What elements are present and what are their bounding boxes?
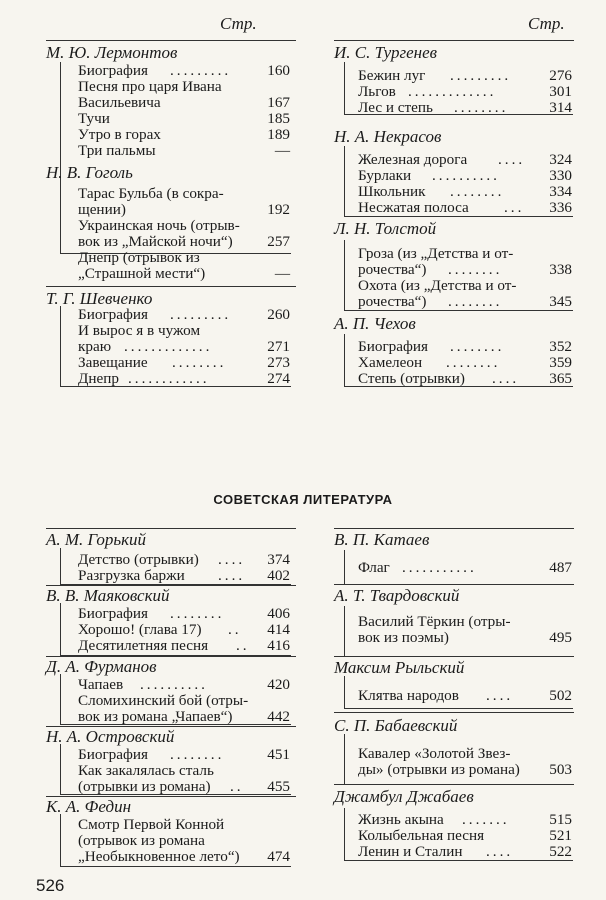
- toc-entry: Песня про царя Ивана: [78, 78, 222, 95]
- toc-entry: Биография ........ 451: [78, 746, 290, 763]
- toc-entry: Завещание ........ 273: [78, 354, 290, 371]
- toc-entry: Школьник ........ 334: [358, 183, 572, 200]
- toc-entry: щении) 192: [78, 201, 290, 218]
- toc-entry: „Страшной мести“) —: [78, 265, 290, 282]
- toc-entry: Украинская ночь (отрыв-: [78, 217, 240, 234]
- toc-entry: Бурлаки .......... 330: [358, 167, 572, 184]
- toc-entry: Флаг ........... 487: [358, 559, 572, 576]
- column-header-right: Стр.: [528, 14, 565, 33]
- toc-entry: Бежин луг ......... 276: [358, 67, 572, 84]
- toc-entry: И вырос я в чужом: [78, 322, 201, 339]
- toc-entry: вок из поэмы) 495: [358, 629, 572, 646]
- toc-entry: вок из романа „Чапаев“) 442: [78, 708, 290, 725]
- section-heading: СОВЕТСКАЯ ЛИТЕРАТУРА: [213, 492, 393, 507]
- author-turgenev: И. С. Тургенев: [334, 40, 574, 63]
- author-rylsky: Максим Рыльский: [334, 658, 465, 677]
- author-tvardovsky: А. Т. Твардовский: [334, 586, 460, 605]
- toc-entry: Смотр Первой Конной: [78, 816, 225, 833]
- toc-entry: Днепр ............ 274: [78, 370, 290, 387]
- toc-entry: рочества“) ........ 338: [358, 261, 572, 278]
- toc-entry: Васильевича 167: [78, 94, 290, 111]
- author-gogol: Н. В. Гоголь: [46, 163, 133, 182]
- author-fedin: К. А. Федин: [46, 797, 131, 816]
- toc-entry: Биография ........ 352: [358, 338, 572, 355]
- divider: [334, 528, 574, 529]
- toc-entry: Тучи 185: [78, 110, 290, 127]
- author-furmanov: Д. А. Фурманов: [46, 657, 157, 676]
- toc-entry: вок из „Майской ночи“) 257: [78, 233, 290, 250]
- toc-entry: рочества“) ........ 345: [358, 293, 572, 310]
- toc-entry: Хорошо! (глава 17) .. 414: [78, 621, 290, 638]
- toc-entry: Несжатая полоса ... 336: [358, 199, 572, 216]
- toc-entry: Гроза (из „Детства и от-: [358, 245, 514, 262]
- toc-entry: Лес и степь ........ 314: [358, 99, 572, 116]
- divider: [46, 528, 296, 529]
- toc-entry: Железная дорога .... 324: [358, 151, 572, 168]
- toc-entry: Разгрузка баржи .... 402: [78, 567, 290, 584]
- toc-entry: Сломихинский бой (отры-: [78, 692, 249, 709]
- author-lermontov: М. Ю. Лермонтов: [46, 40, 296, 63]
- toc-entry: Хамелеон ........ 359: [358, 354, 572, 371]
- toc-entry: Чапаев .......... 420: [78, 676, 290, 693]
- author-ostrovsky: Н. А. Островский: [46, 727, 175, 746]
- author-nekrasov: Н. А. Некрасов: [334, 127, 442, 146]
- toc-entry: Охота (из „Детства и от-: [358, 277, 517, 294]
- toc-entry: Кавалер «Золотой Звез-: [358, 745, 511, 762]
- divider: [334, 584, 574, 585]
- toc-entry: Днепр (отрывок из: [78, 249, 200, 266]
- page-number: 526: [36, 876, 65, 895]
- author-dzhabaev: Джамбул Джабаев: [334, 787, 474, 806]
- author-babaevsky: С. П. Бабаевский: [334, 716, 458, 735]
- toc-entry: (отрывки из романа) .. 455: [78, 778, 290, 795]
- toc-entry: Как закалялась сталь: [78, 762, 214, 779]
- toc-entry: Биография ......... 160: [78, 62, 290, 79]
- toc-entry: Василий Тёркин (отры-: [358, 613, 511, 630]
- toc-entry: Ленин и Сталин .... 522: [358, 843, 572, 860]
- column-header-left: Стр.: [220, 14, 257, 33]
- toc-entry: Колыбельная песня 521: [358, 827, 572, 844]
- author-chekhov: А. П. Чехов: [334, 314, 416, 333]
- toc-entry: Тарас Бульба (в сокра-: [78, 185, 224, 202]
- author-kataev: В. П. Катаев: [334, 530, 430, 549]
- toc-entry: Жизнь акына ....... 515: [358, 811, 572, 828]
- author-shevchenko: Т. Г. Шевченко: [46, 286, 296, 309]
- divider: [334, 656, 574, 657]
- toc-entry: Детство (отрывки) .... 374: [78, 551, 290, 568]
- toc-entry: Льгов ............. 301: [358, 83, 572, 100]
- toc-entry: Утро в горах 189: [78, 126, 290, 143]
- toc-entry: „Необыкновенное лето“) 474: [78, 848, 290, 865]
- toc-entry: краю ............. 271: [78, 338, 290, 355]
- author-tolstoy: Л. Н. Толстой: [334, 219, 437, 238]
- divider: [334, 784, 574, 785]
- toc-entry: Степь (отрывки) .... 365: [358, 370, 572, 387]
- toc-entry: Десятилетняя песня .. 416: [78, 637, 290, 654]
- author-mayakovsky: В. В. Маяковский: [46, 586, 170, 605]
- toc-entry: Биография ........ 406: [78, 605, 290, 622]
- toc-entry: Три пальмы —: [78, 142, 290, 159]
- toc-entry: Клятва народов .... 502: [358, 687, 572, 704]
- toc-entry: ды» (отрывки из романа) 503: [358, 761, 572, 778]
- toc-entry: Биография ......... 260: [78, 306, 290, 323]
- toc-entry: (отрывок из романа: [78, 832, 205, 849]
- author-gorky: А. М. Горький: [46, 530, 147, 549]
- divider: [334, 712, 574, 713]
